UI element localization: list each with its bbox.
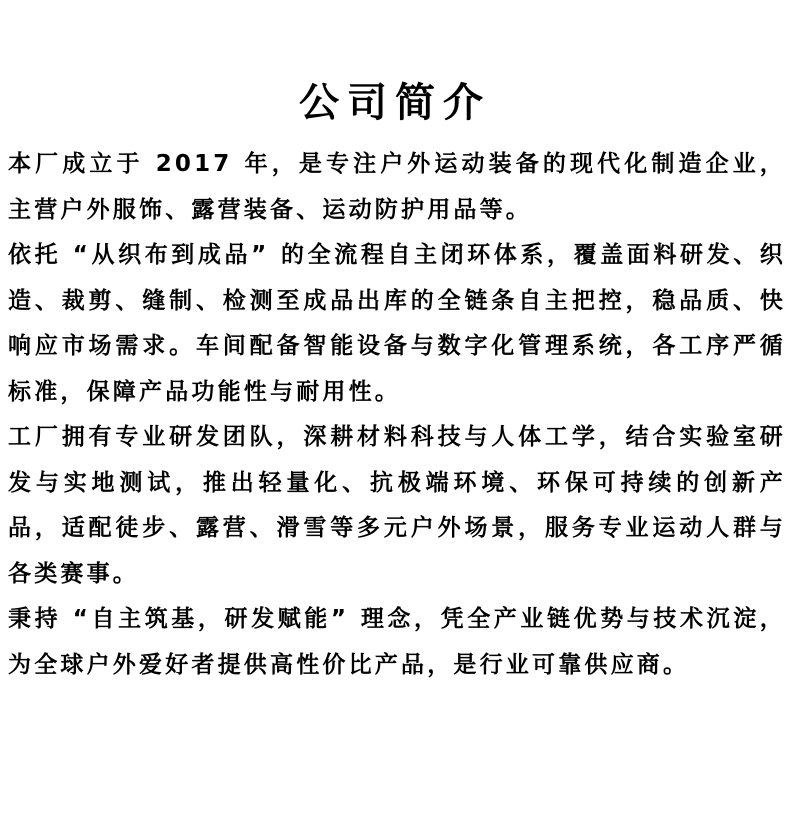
paragraph-founding: 本厂成立于 2017 年，是专注户外运动装备的现代化制造企业，主营户外服饰、露营装备、运动防护用品等。	[8, 151, 786, 223]
paragraph-rnd-team: 工厂拥有专业研发团队，深耕材料科技与人体工学，结合实验室研发与实地测试，推出轻量化、抗极端环境、环保可持续的创新产品，适配徒步、露营、滑雪等多元户外场景，服务专业运动人群与各类赛事。	[8, 424, 786, 587]
paragraph-production-system: 依托 “从织布到成品” 的全流程自主闭环体系，覆盖面料研发、织造、裁剪、缝制、检测至成品出库的全链条自主把控，稳品质、快响应市场需求。车间配备智能设备与数字化管理系统，各工序严循标准，保障产品功能性与耐用性。	[8, 242, 786, 405]
company-description	[8, 142, 786, 688]
page-title: 公司简介	[299, 79, 491, 126]
paragraph-philosophy: 秉持 “自主筑基，研发赋能” 理念，凭全产业链优势与技术沉淀，为全球户外爱好者提供高性价比产品，是行业可靠供应商。	[8, 606, 786, 678]
